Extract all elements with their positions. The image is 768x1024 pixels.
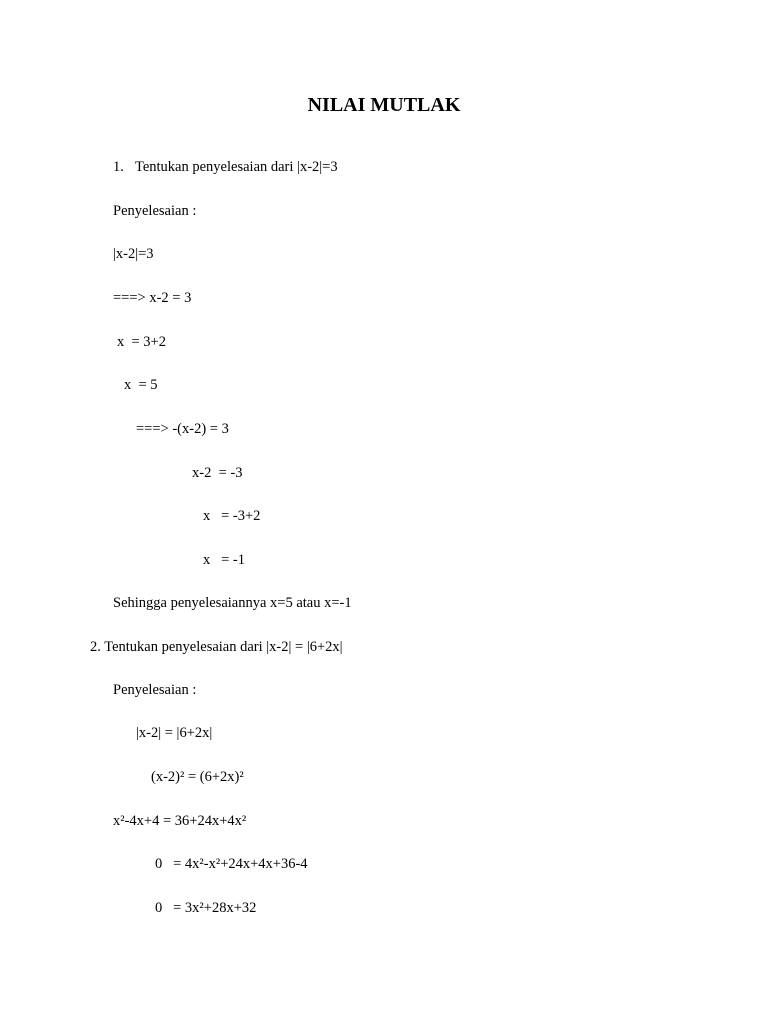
problem-2-solution-label: Penyelesaian :: [113, 682, 197, 698]
problem-2-step: x²-4x+4 = 36+24x+4x²: [113, 813, 247, 829]
problem-1-step: ===> -(x-2) = 3: [136, 421, 229, 437]
problem-2-step: 0 = 4x²-x²+24x+4x+36-4: [155, 856, 308, 872]
problem-1-step: x = -1: [203, 552, 246, 568]
problem-1-conclusion: Sehingga penyelesaiannya x=5 atau x=-1: [113, 595, 352, 611]
problem-1-step: x-2 = -3: [192, 465, 243, 481]
problem-1-number: 1.: [113, 159, 124, 175]
problem-1-question-text: Tentukan penyelesaian dari |x-2|=3: [135, 159, 338, 175]
problem-2-step: 0 = 3x²+28x+32: [155, 900, 257, 916]
document-title: NILAI MUTLAK: [307, 94, 461, 116]
problem-1-question: [113, 158, 338, 176]
problem-1-step: x = 5: [124, 377, 158, 393]
problem-1-step: x = -3+2: [203, 508, 261, 524]
problem-1-step: ===> x-2 = 3: [113, 290, 192, 306]
problem-2-step: |x-2| = |6+2x|: [136, 725, 213, 741]
problem-1-step: x = 3+2: [117, 334, 166, 350]
problem-1-solution-label: Penyelesaian :: [113, 203, 197, 219]
problem-2-step: (x-2)² = (6+2x)²: [151, 769, 244, 785]
problem-2-question: 2. Tentukan penyelesaian dari |x-2| = |6+2x|: [90, 639, 343, 655]
problem-1-step: |x-2|=3: [113, 246, 154, 262]
